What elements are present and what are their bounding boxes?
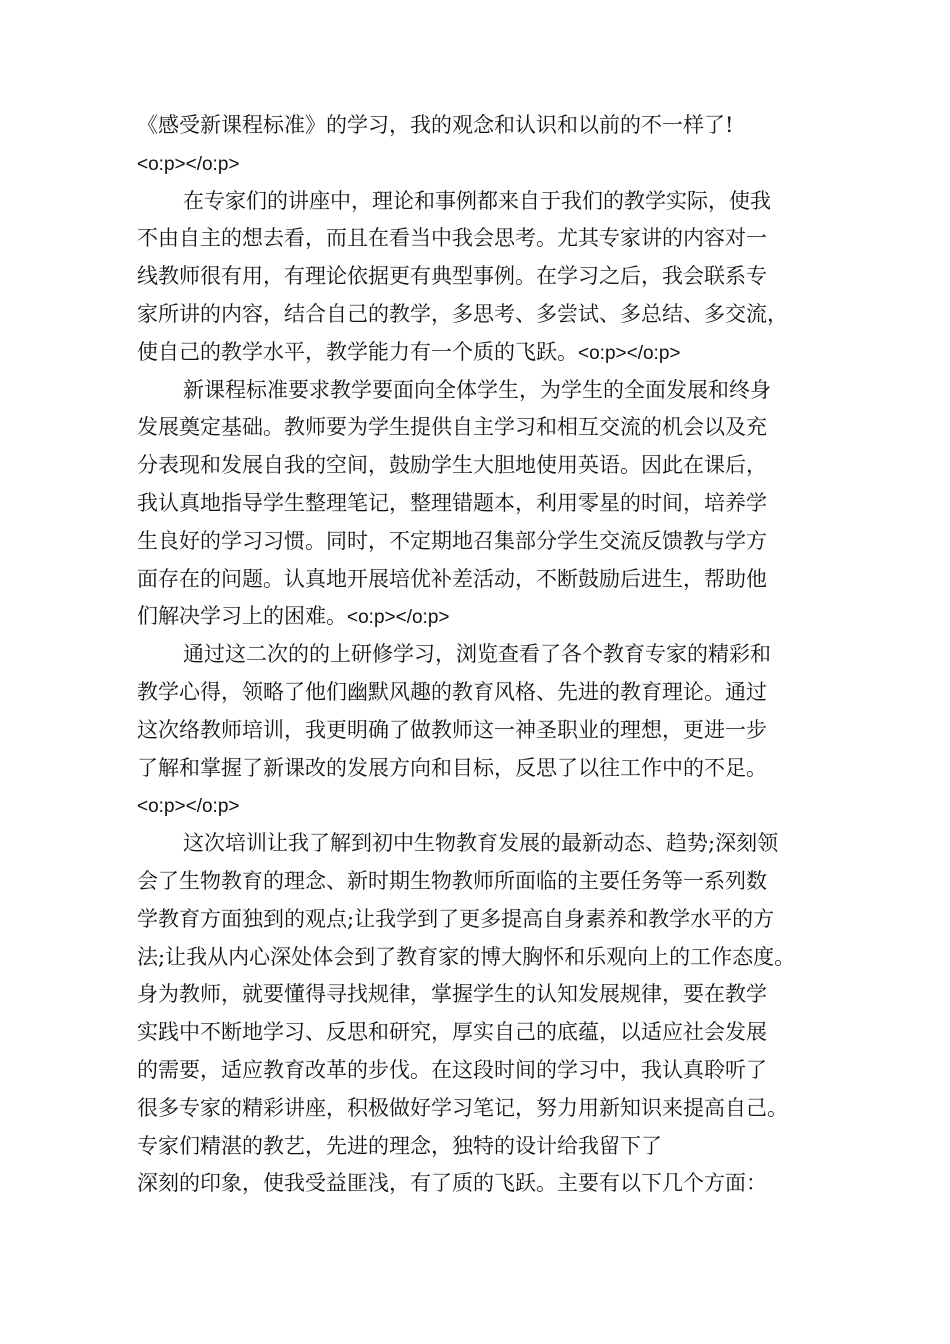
text-line <box>137 296 827 334</box>
line-text: 分表现和发展自我的空间，鼓励学生大胆地使用英语。因此在课后， <box>137 453 767 478</box>
text-line <box>137 220 827 258</box>
line-text: 法;让我从内心深处体会到了教育家的博大胸怀和乐观向上的工作态度。 <box>137 944 796 969</box>
line-text: 专家们精湛的教艺，先进的理念，独特的设计给我留下了 <box>137 1133 662 1158</box>
text-line <box>137 183 827 221</box>
text-line <box>137 939 827 977</box>
text-line <box>137 825 827 863</box>
text-line <box>137 1165 827 1203</box>
line-text: 的需要，适应教育改革的步伐。在这段时间的学习中，我认真聆听了 <box>137 1057 767 1082</box>
line-text: 面存在的问题。认真地开展培优补差活动，不断鼓励后进生，帮助他 <box>137 566 767 591</box>
text-line <box>137 976 827 1014</box>
line-text: 不由自主的想去看，而且在看当中我会思考。尤其专家讲的内容对一 <box>137 226 767 251</box>
text-line <box>137 561 827 599</box>
line-text: 实践中不断地学习、反思和研究，厚实自己的底蕴，以适应社会发展 <box>137 1020 767 1045</box>
text-line <box>137 107 827 145</box>
text-line <box>137 447 827 485</box>
line-text: 这次络教师培训，我更明确了做教师这一神圣职业的理想，更进一步 <box>137 717 767 742</box>
text-line <box>137 485 827 523</box>
text-line <box>137 1052 827 1090</box>
line-text: 在专家们的讲座中，理论和事例都来自于我们的教学实际，使我 <box>183 188 771 213</box>
text-line <box>137 712 827 750</box>
document-body <box>137 107 827 1203</box>
line-text: 《感受新课程标准》的学习，我的观念和认识和以前的不一样了! <box>137 113 734 137</box>
line-text: 深刻的印象，使我受益匪浅，有了质的飞跃。主要有以下几个方面： <box>137 1171 767 1196</box>
markup-tag-text: <o:p></o:p> <box>578 342 681 364</box>
text-line <box>137 1090 827 1128</box>
text-line <box>137 258 827 296</box>
line-text: 家所讲的内容，结合自己的教学，多思考、多尝试、多总结、多交流， <box>137 301 788 326</box>
line-text: 使自己的教学水平，教学能力有一个质的飞跃。 <box>137 339 578 364</box>
line-text: 线教师很有用，有理论依据更有典型事例。在学习之后，我会联系专 <box>137 264 767 289</box>
line-text: 了解和掌握了新课改的发展方向和目标，反思了以往工作中的不足。 <box>137 755 767 780</box>
text-line <box>137 372 827 410</box>
text-line <box>137 750 827 788</box>
text-line <box>137 863 827 901</box>
line-text: 新课程标准要求教学要面向全体学生，为学生的全面发展和终身 <box>183 377 771 402</box>
line-text: 发展奠定基础。教师要为学生提供自主学习和相互交流的机会以及充 <box>137 415 767 440</box>
text-line <box>137 787 827 825</box>
markup-tag-text: <o:p></o:p> <box>137 153 240 175</box>
text-line <box>137 145 827 183</box>
markup-tag-text: <o:p></o:p> <box>137 796 240 818</box>
text-line <box>137 409 827 447</box>
line-text: 学教育方面独到的观点;让我学到了更多提高自身素养和教学水平的方 <box>137 906 775 931</box>
text-line <box>137 598 827 636</box>
text-line <box>137 674 827 712</box>
markup-tag-text: <o:p></o:p> <box>347 607 450 629</box>
text-line <box>137 334 827 372</box>
line-text: 身为教师，就要懂得寻找规律，掌握学生的认知发展规律，要在教学 <box>137 982 767 1007</box>
text-line <box>137 636 827 674</box>
line-text: 们解决学习上的困难。 <box>137 604 347 629</box>
text-line <box>137 523 827 561</box>
text-line <box>137 1128 827 1166</box>
line-text: 教学心得，领略了他们幽默风趣的教育风格、先进的教育理论。通过 <box>137 679 767 704</box>
line-text: 我认真地指导学生整理笔记，整理错题本，利用零星的时间，培养学 <box>137 490 767 515</box>
line-text: 很多专家的精彩讲座，积极做好学习笔记，努力用新知识来提高自己。 <box>137 1095 788 1120</box>
line-text: 这次培训让我了解到初中生物教育发展的最新动态、趋势;深刻领 <box>183 831 779 856</box>
line-text: 生良好的学习习惯。同时，不定期地召集部分学生交流反馈教与学方 <box>137 528 767 553</box>
text-line <box>137 901 827 939</box>
text-line <box>137 1014 827 1052</box>
line-text: 通过这二次的的上研修学习，浏览查看了各个教育专家的精彩和 <box>183 642 771 667</box>
line-text: 会了生物教育的理念、新时期生物教师所面临的主要任务等一系列数 <box>137 868 767 893</box>
